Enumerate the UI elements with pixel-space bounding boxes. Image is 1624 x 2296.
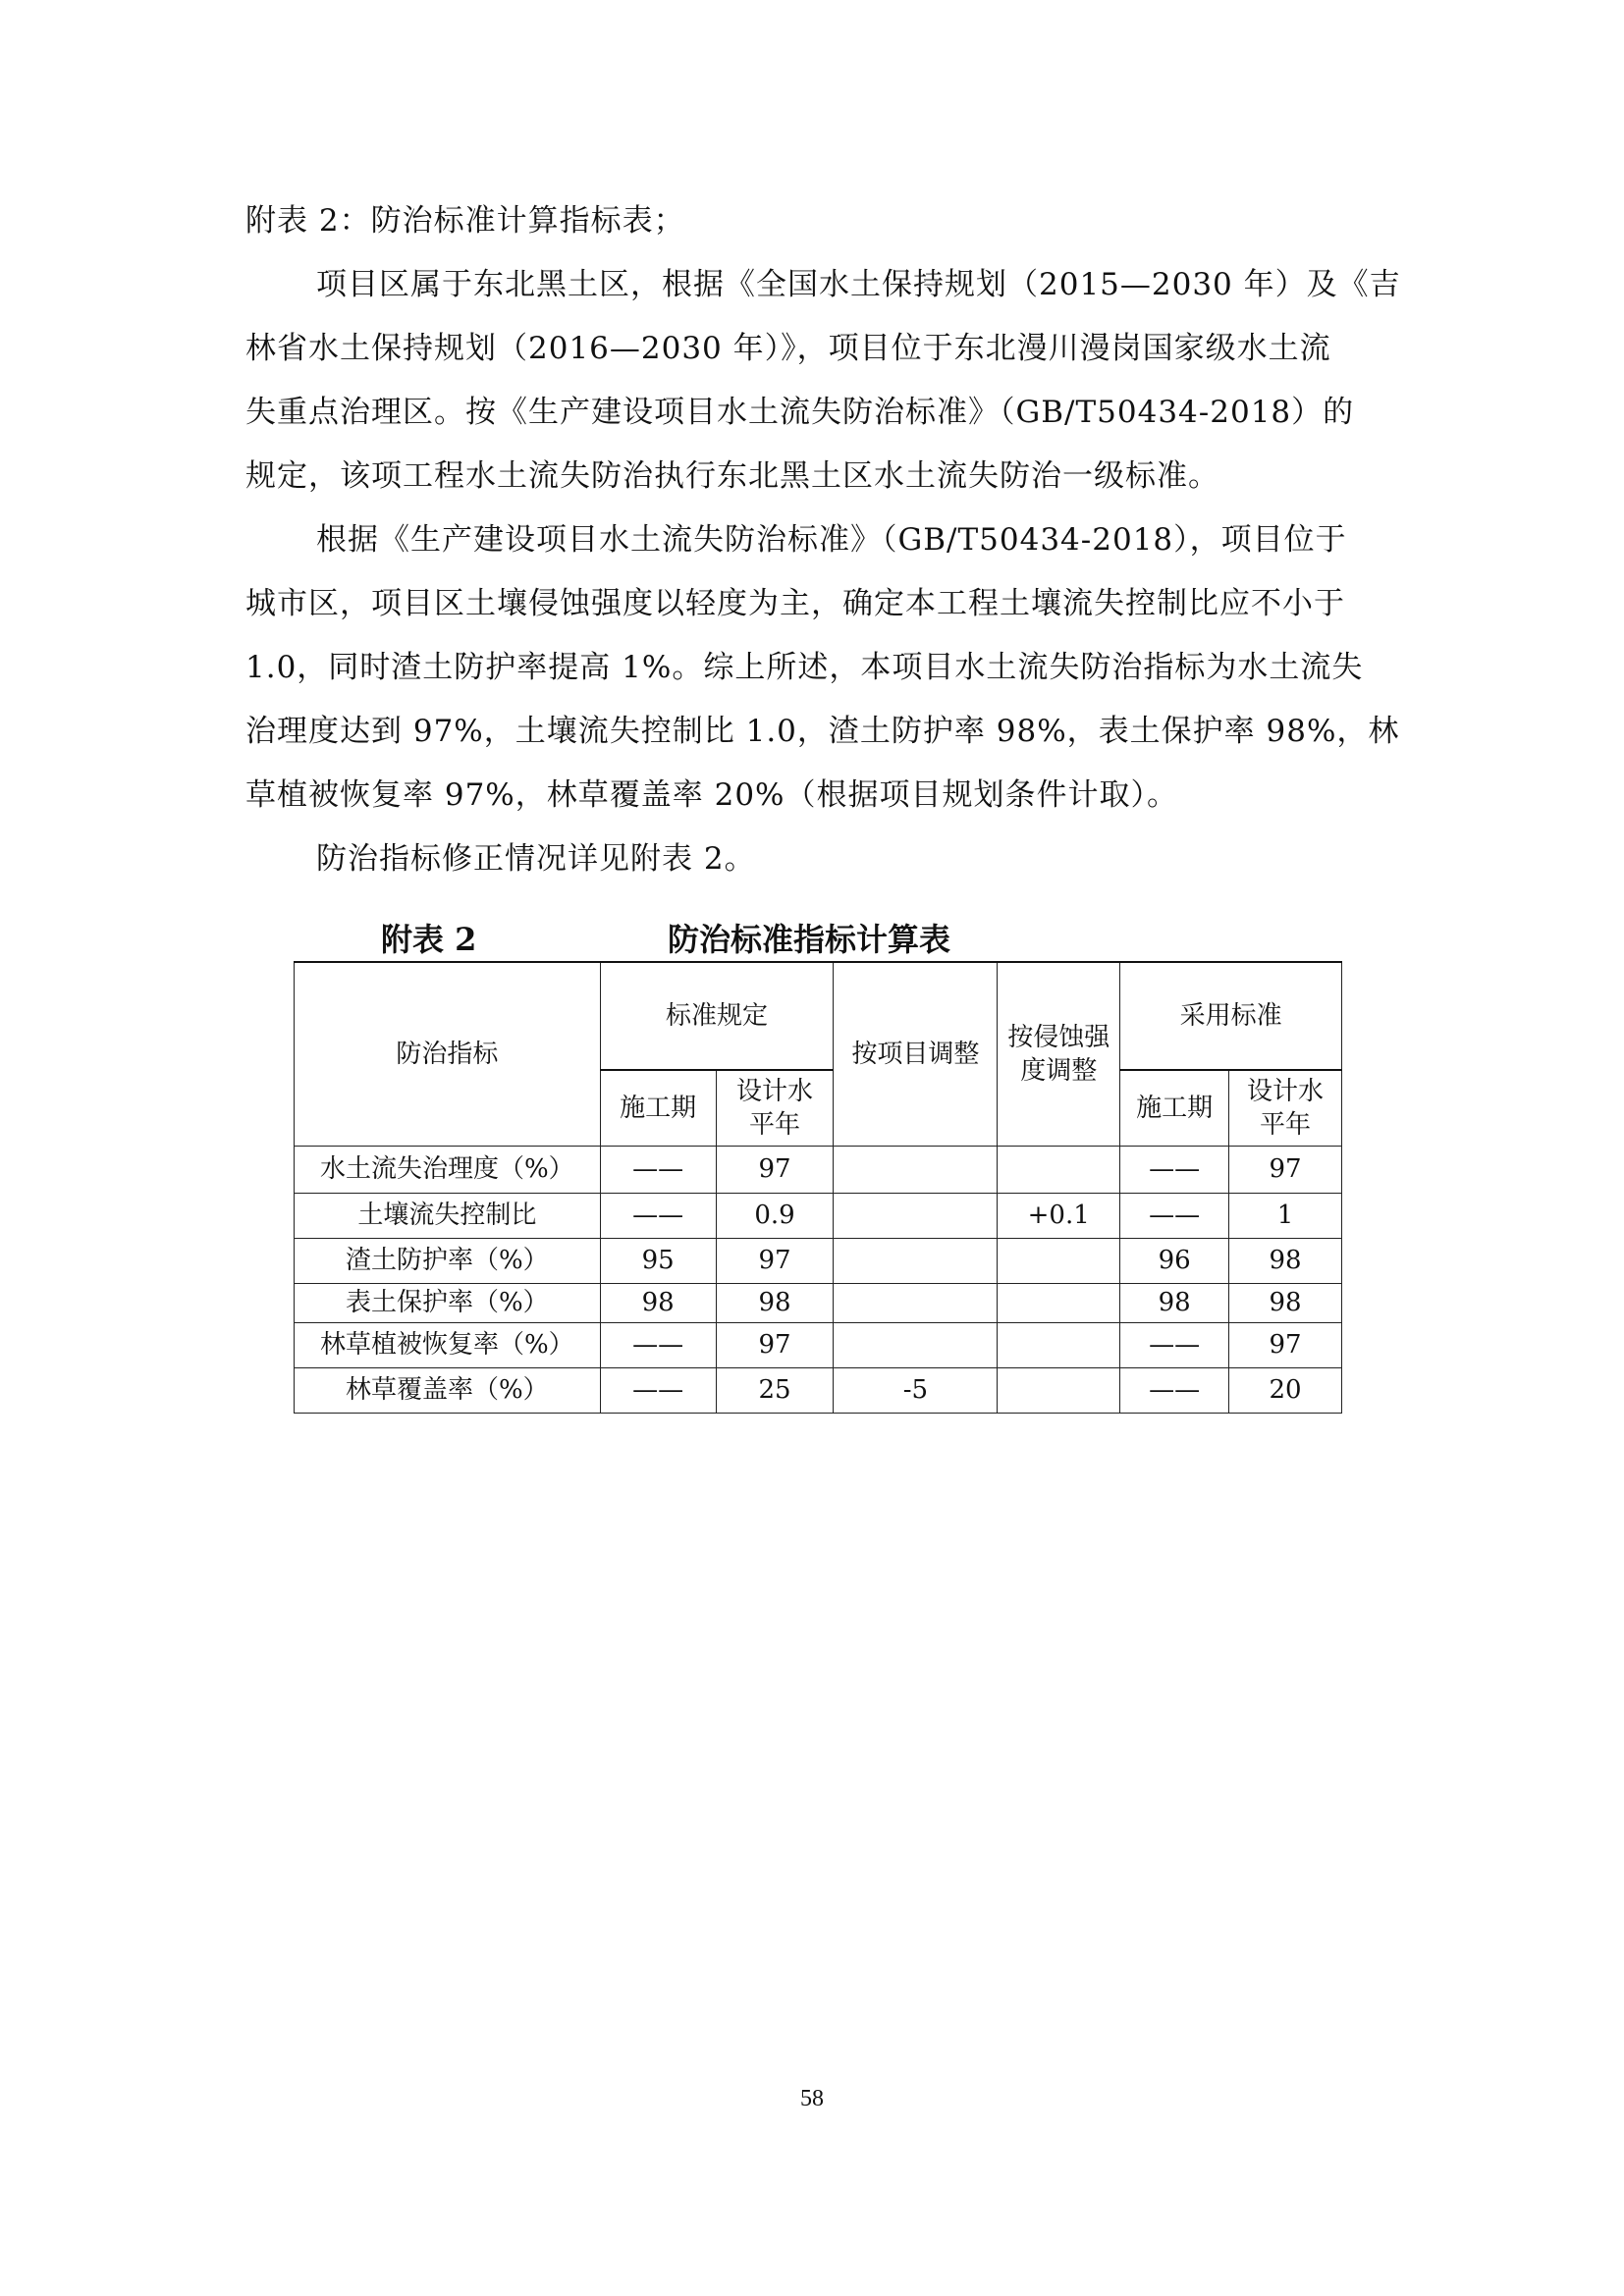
paragraph-line: 治理度达到 97%，土壤流失控制比 1.0，渣土防护率 98%，表土保护率 98%，林	[245, 714, 1400, 749]
table-cell: 0.9	[716, 1193, 834, 1238]
table-row	[295, 1367, 1342, 1413]
table-cell	[834, 1238, 998, 1283]
table-cell: 98	[716, 1283, 834, 1322]
header-adopted: 采用标准	[1120, 962, 1342, 1070]
table-cell: 96	[1120, 1238, 1229, 1283]
table-cell: ——	[1120, 1367, 1229, 1413]
table-cell	[834, 1146, 998, 1193]
paragraph-line: 防治指标修正情况详见附表 2。	[316, 841, 756, 877]
table-cell: 97	[716, 1146, 834, 1193]
table-cell	[998, 1283, 1120, 1322]
row-indicator-name: 林草植被恢复率（%）	[295, 1322, 601, 1367]
header-standard: 标准规定	[600, 962, 834, 1070]
table-row	[295, 1146, 1342, 1193]
table-cell: 25	[716, 1367, 834, 1413]
table-cell	[998, 1146, 1120, 1193]
page-number: 58	[800, 2086, 824, 2111]
table-cell: 97	[1229, 1322, 1342, 1367]
table-cell: 98	[1229, 1238, 1342, 1283]
table-cell	[998, 1238, 1120, 1283]
row-indicator-name: 土壤流失控制比	[295, 1193, 601, 1238]
table-cell: ——	[600, 1322, 716, 1367]
header-project-adjust: 按项目调整	[834, 962, 998, 1146]
paragraph-heading: 附表 2：防治标准计算指标表；	[245, 203, 685, 239]
row-indicator-name: 水土流失治理度（%）	[295, 1146, 601, 1193]
table-cell	[834, 1193, 998, 1238]
table-title: 防治标准指标计算表	[668, 921, 951, 958]
table-cell: +0.1	[998, 1193, 1120, 1238]
table-cell: 97	[716, 1238, 834, 1283]
table-label: 附表 2	[381, 921, 477, 958]
table-cell: 98	[1229, 1283, 1342, 1322]
paragraph-line: 规定，该项工程水土流失防治执行东北黑土区水土流失防治一级标准。	[245, 458, 1219, 494]
header-construction-adopted: 施工期	[1120, 1070, 1229, 1146]
paragraph-line: 根据《生产建设项目水土流失防治标准》（GB/T50434-2018），项目位于	[316, 522, 1347, 558]
table-row	[295, 1238, 1342, 1283]
row-indicator-name: 渣土防护率（%）	[295, 1238, 601, 1283]
paragraph-line: 林省水土保持规划（2016—2030 年）》，项目位于东北漫川漫岗国家级水土流	[245, 331, 1331, 366]
table-cell: ——	[600, 1367, 716, 1413]
table-cell	[834, 1322, 998, 1367]
header-construction: 施工期	[600, 1070, 716, 1146]
paragraph-line: 1.0，同时渣土防护率提高 1%。综上所述，本项目水土流失防治指标为水土流失	[245, 650, 1364, 685]
row-indicator-name: 表土保护率（%）	[295, 1283, 601, 1322]
paragraph-line: 草植被恢复率 97%，林草覆盖率 20%（根据项目规划条件计取）。	[245, 777, 1179, 813]
table-cell: ——	[1120, 1193, 1229, 1238]
table-cell: 98	[1120, 1283, 1229, 1322]
standards-table	[294, 961, 1342, 1414]
header-design-year-adopted: 设计水平年	[1229, 1070, 1342, 1146]
paragraph-line: 项目区属于东北黑土区，根据《全国水土保持规划（2015—2030 年）及《吉	[316, 267, 1401, 302]
table-cell	[834, 1283, 998, 1322]
row-indicator-name: 林草覆盖率（%）	[295, 1367, 601, 1413]
paragraph-line: 城市区，项目区土壤侵蚀强度以轻度为主，确定本工程土壤流失控制比应不小于	[245, 586, 1345, 621]
table-cell	[998, 1367, 1120, 1413]
table-cell: 1	[1229, 1193, 1342, 1238]
table-cell: 95	[600, 1238, 716, 1283]
header-indicator: 防治指标	[295, 962, 601, 1146]
table-cell: 97	[716, 1322, 834, 1367]
table-cell: ——	[1120, 1146, 1229, 1193]
table-cell: 20	[1229, 1367, 1342, 1413]
header-erosion-adjust: 按侵蚀强度调整	[998, 962, 1120, 1146]
table-cell: ——	[1120, 1322, 1229, 1367]
table-row	[295, 1193, 1342, 1238]
table-row	[295, 1283, 1342, 1322]
paragraph-line: 失重点治理区。按《生产建设项目水土流失防治标准》（GB/T50434-2018）的	[245, 395, 1355, 430]
header-design-year: 设计水平年	[716, 1070, 834, 1146]
table-cell	[998, 1322, 1120, 1367]
table-cell: ——	[600, 1193, 716, 1238]
table-cell: 97	[1229, 1146, 1342, 1193]
table-cell: ——	[600, 1146, 716, 1193]
table-row	[295, 1322, 1342, 1367]
table-cell: 98	[600, 1283, 716, 1322]
table-cell: -5	[834, 1367, 998, 1413]
